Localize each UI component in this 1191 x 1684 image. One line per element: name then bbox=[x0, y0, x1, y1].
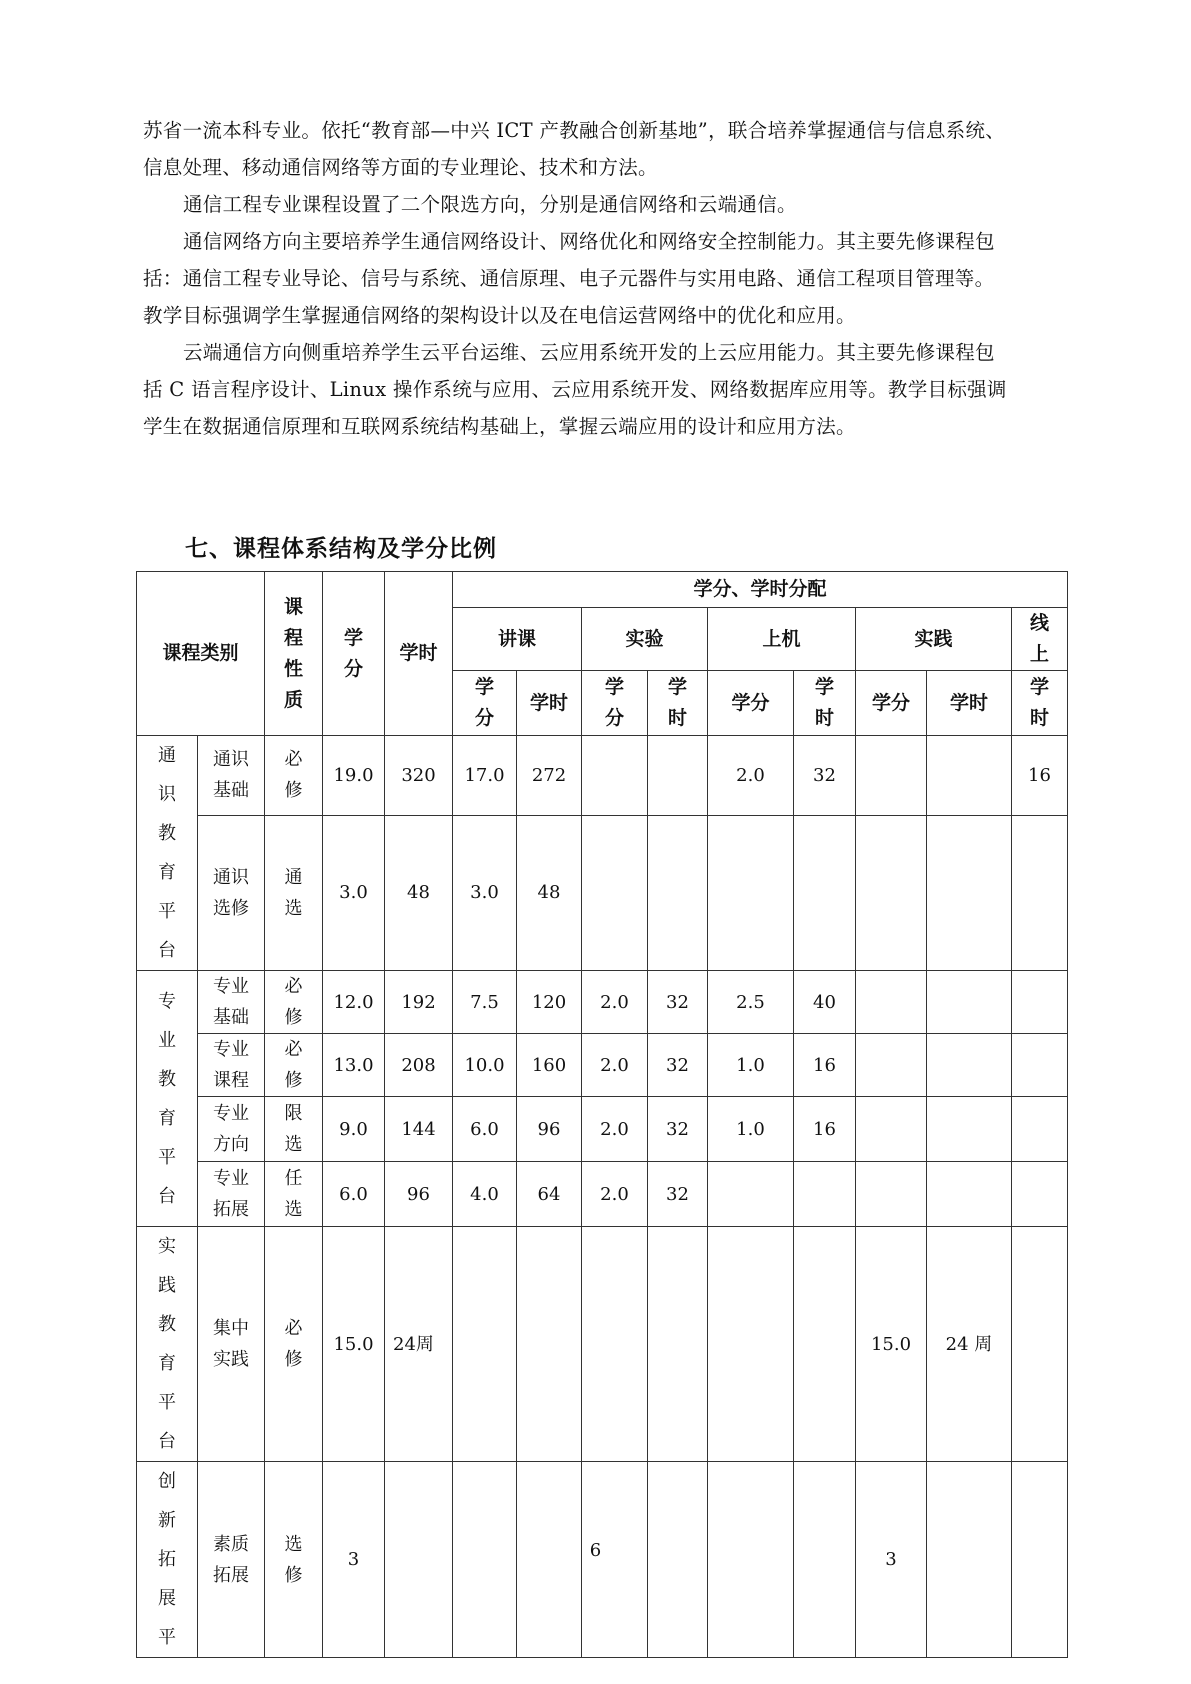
cell-lec-h: 64 bbox=[517, 1162, 582, 1227]
header-nature: 课程性质 bbox=[265, 572, 323, 736]
course-subcategory: 素质拓展 bbox=[198, 1462, 265, 1658]
cell-exp-c bbox=[582, 1227, 648, 1462]
cell-comp-c bbox=[708, 1227, 794, 1462]
cell-online-h bbox=[1012, 971, 1068, 1034]
header-practice: 实践 bbox=[856, 608, 1012, 671]
cell-prac-c: 3 bbox=[856, 1462, 927, 1658]
header-online: 线上 bbox=[1012, 608, 1068, 671]
subheader-experiment-hours: 学时 bbox=[648, 671, 708, 736]
course-subcategory: 专业方向 bbox=[198, 1097, 265, 1162]
cell-online-h bbox=[1012, 1034, 1068, 1097]
cell-online-h: 16 bbox=[1012, 736, 1068, 816]
cell-lec-c: 17.0 bbox=[453, 736, 517, 816]
header-hours: 学时 bbox=[385, 572, 453, 736]
cell-exp-c: 2.0 bbox=[582, 1097, 648, 1162]
cell-comp-h: 32 bbox=[794, 736, 856, 816]
table-row bbox=[137, 1227, 1068, 1462]
course-subcategory: 通识选修 bbox=[198, 815, 265, 970]
cell-comp-c: 2.0 bbox=[708, 736, 794, 816]
course-nature: 必修 bbox=[265, 1227, 323, 1462]
page-number: 6 bbox=[589, 1540, 602, 1561]
course-nature: 必修 bbox=[265, 1034, 323, 1097]
header-lecture: 讲课 bbox=[453, 608, 582, 671]
cell-online-h bbox=[1012, 815, 1068, 970]
cell-prac-c bbox=[856, 1162, 927, 1227]
table-row bbox=[137, 815, 1068, 970]
cell-exp-h: 32 bbox=[648, 1162, 708, 1227]
credit-structure-table bbox=[136, 571, 1068, 1658]
course-subcategory: 专业拓展 bbox=[198, 1162, 265, 1227]
cell-credits: 15.0 bbox=[323, 1227, 385, 1462]
subheader-practice-hours: 学时 bbox=[927, 671, 1012, 736]
text-line: 括：通信工程专业导论、信号与系统、通信原理、电子元器件与实用电路、通信工程项目管理等。 bbox=[143, 267, 995, 290]
subheader-computer-credits: 学分 bbox=[708, 671, 794, 736]
cell-prac-c bbox=[856, 815, 927, 970]
cell-online-h bbox=[1012, 1097, 1068, 1162]
cell-lec-c bbox=[453, 1227, 517, 1462]
table-row bbox=[137, 971, 1068, 1034]
paragraph-directions bbox=[143, 186, 1063, 223]
cell-lec-c: 7.5 bbox=[453, 971, 517, 1034]
cell-exp-c: 2.0 bbox=[582, 971, 648, 1034]
subheader-online-hours: 学时 bbox=[1012, 671, 1068, 736]
table-row bbox=[137, 736, 1068, 816]
cell-exp-c bbox=[582, 815, 648, 970]
cell-lec-h: 160 bbox=[517, 1034, 582, 1097]
text-line: 苏省一流本科专业。依托“教育部—中兴 ICT 产教融合创新基地”，联合培养掌握通信与信息系统、 bbox=[143, 119, 1006, 142]
cell-lec-c: 3.0 bbox=[453, 815, 517, 970]
cell-comp-c: 1.0 bbox=[708, 1034, 794, 1097]
cell-hours: 96 bbox=[385, 1162, 453, 1227]
subheader-experiment-credits: 学分 bbox=[582, 671, 648, 736]
course-nature: 必修 bbox=[265, 736, 323, 816]
cell-hours: 144 bbox=[385, 1097, 453, 1162]
cell-lec-c: 4.0 bbox=[453, 1162, 517, 1227]
cell-prac-h bbox=[927, 815, 1012, 970]
cell-comp-h bbox=[794, 815, 856, 970]
course-nature: 必修 bbox=[265, 971, 323, 1034]
cell-lec-h: 120 bbox=[517, 971, 582, 1034]
table-row bbox=[137, 1097, 1068, 1162]
course-subcategory: 通识基础 bbox=[198, 736, 265, 816]
cell-prac-c bbox=[856, 736, 927, 816]
cell-exp-h bbox=[648, 736, 708, 816]
cell-hours: 48 bbox=[385, 815, 453, 970]
course-nature: 限选 bbox=[265, 1097, 323, 1162]
cell-online-h bbox=[1012, 1162, 1068, 1227]
course-subcategory: 专业基础 bbox=[198, 971, 265, 1034]
paragraph-intro bbox=[143, 112, 1063, 186]
text-line: 云端通信方向侧重培养学生云平台运维、云应用系统开发的上云应用能力。其主要先修课程包 bbox=[183, 341, 995, 364]
cell-comp-c bbox=[708, 815, 794, 970]
cell-prac-h bbox=[927, 1097, 1012, 1162]
cell-prac-h bbox=[927, 1034, 1012, 1097]
cell-prac-h bbox=[927, 736, 1012, 816]
course-nature: 任选 bbox=[265, 1162, 323, 1227]
cell-exp-h bbox=[648, 1227, 708, 1462]
cell-hours: 24周 bbox=[385, 1227, 453, 1462]
cell-comp-c bbox=[708, 1162, 794, 1227]
cell-comp-c: 1.0 bbox=[708, 1097, 794, 1162]
text-line: 括 C 语言程序设计、Linux 操作系统与应用、云应用系统开发、网络数据库应用等。教学目标强调 bbox=[143, 378, 1007, 401]
cell-prac-c: 15.0 bbox=[856, 1227, 927, 1462]
text-line: 信息处理、移动通信网络等方面的专业理论、技术和方法。 bbox=[143, 156, 658, 179]
cell-credits: 9.0 bbox=[323, 1097, 385, 1162]
paragraph-cloud-direction bbox=[143, 334, 1063, 445]
cell-lec-h: 48 bbox=[517, 815, 582, 970]
section-title: 七、课程体系结构及学分比例 bbox=[185, 536, 497, 562]
cell-exp-h: 32 bbox=[648, 971, 708, 1034]
platform-name: 专业教育平台 bbox=[137, 971, 198, 1227]
table-row bbox=[137, 1162, 1068, 1227]
cell-exp-c bbox=[582, 736, 648, 816]
cell-prac-c bbox=[856, 1097, 927, 1162]
cell-hours: 192 bbox=[385, 971, 453, 1034]
header-experiment: 实验 bbox=[582, 608, 708, 671]
cell-lec-h bbox=[517, 1227, 582, 1462]
cell-exp-h: 32 bbox=[648, 1097, 708, 1162]
cell-lec-h: 96 bbox=[517, 1097, 582, 1162]
text-line: 教学目标强调学生掌握通信网络的架构设计以及在电信运营网络中的优化和应用。 bbox=[143, 304, 856, 327]
course-subcategory: 集中实践 bbox=[198, 1227, 265, 1462]
subheader-computer-hours: 学时 bbox=[794, 671, 856, 736]
table-body bbox=[137, 736, 1068, 1658]
text-line: 通信工程专业课程设置了二个限选方向，分别是通信网络和云端通信。 bbox=[183, 193, 797, 216]
platform-name: 实践教育平台 bbox=[137, 1227, 198, 1462]
cell-exp-h bbox=[648, 815, 708, 970]
cell-hours: 208 bbox=[385, 1034, 453, 1097]
cell-credits: 12.0 bbox=[323, 971, 385, 1034]
cell-comp-h bbox=[794, 1227, 856, 1462]
cell-exp-c: 2.0 bbox=[582, 1162, 648, 1227]
course-nature: 通选 bbox=[265, 815, 323, 970]
cell-prac-h bbox=[927, 971, 1012, 1034]
course-subcategory: 专业课程 bbox=[198, 1034, 265, 1097]
header-category: 课程类别 bbox=[137, 572, 265, 736]
cell-prac-c bbox=[856, 971, 927, 1034]
cell-prac-h bbox=[927, 1162, 1012, 1227]
cell-prac-h: 24 周 bbox=[927, 1227, 1012, 1462]
cell-lec-c: 6.0 bbox=[453, 1097, 517, 1162]
cell-credits: 13.0 bbox=[323, 1034, 385, 1097]
cell-exp-h: 32 bbox=[648, 1034, 708, 1097]
cell-comp-h bbox=[794, 1162, 856, 1227]
subheader-lecture-credits: 学分 bbox=[453, 671, 517, 736]
platform-name: 创新拓展平 bbox=[137, 1462, 198, 1658]
cell-comp-h: 16 bbox=[794, 1034, 856, 1097]
cell-lec-h: 272 bbox=[517, 736, 582, 816]
text-line: 通信网络方向主要培养学生通信网络设计、网络优化和网络安全控制能力。其主要先修课程包 bbox=[183, 230, 995, 253]
cell-lec-c: 10.0 bbox=[453, 1034, 517, 1097]
paragraph-network-direction bbox=[143, 223, 1063, 334]
subheader-practice-credits: 学分 bbox=[856, 671, 927, 736]
cell-comp-h: 40 bbox=[794, 971, 856, 1034]
header-credits: 学分 bbox=[323, 572, 385, 736]
platform-name: 通识教育平台 bbox=[137, 736, 198, 971]
cell-comp-c: 2.5 bbox=[708, 971, 794, 1034]
cell-comp-h: 16 bbox=[794, 1097, 856, 1162]
header-computer: 上机 bbox=[708, 608, 856, 671]
course-nature: 选修 bbox=[265, 1462, 323, 1658]
cell-online-h bbox=[1012, 1227, 1068, 1462]
subheader-lecture-hours: 学时 bbox=[517, 671, 582, 736]
cell-credits: 3 bbox=[323, 1462, 385, 1658]
cell-prac-c bbox=[856, 1034, 927, 1097]
text-line: 学生在数据通信原理和互联网系统结构基础上，掌握云端应用的设计和应用方法。 bbox=[143, 415, 856, 438]
table-row bbox=[137, 1034, 1068, 1097]
cell-credits: 6.0 bbox=[323, 1162, 385, 1227]
cell-credits: 3.0 bbox=[323, 815, 385, 970]
cell-hours: 320 bbox=[385, 736, 453, 816]
cell-credits: 19.0 bbox=[323, 736, 385, 816]
cell-exp-c: 2.0 bbox=[582, 1034, 648, 1097]
header-allocation: 学分、学时分配 bbox=[453, 572, 1068, 608]
